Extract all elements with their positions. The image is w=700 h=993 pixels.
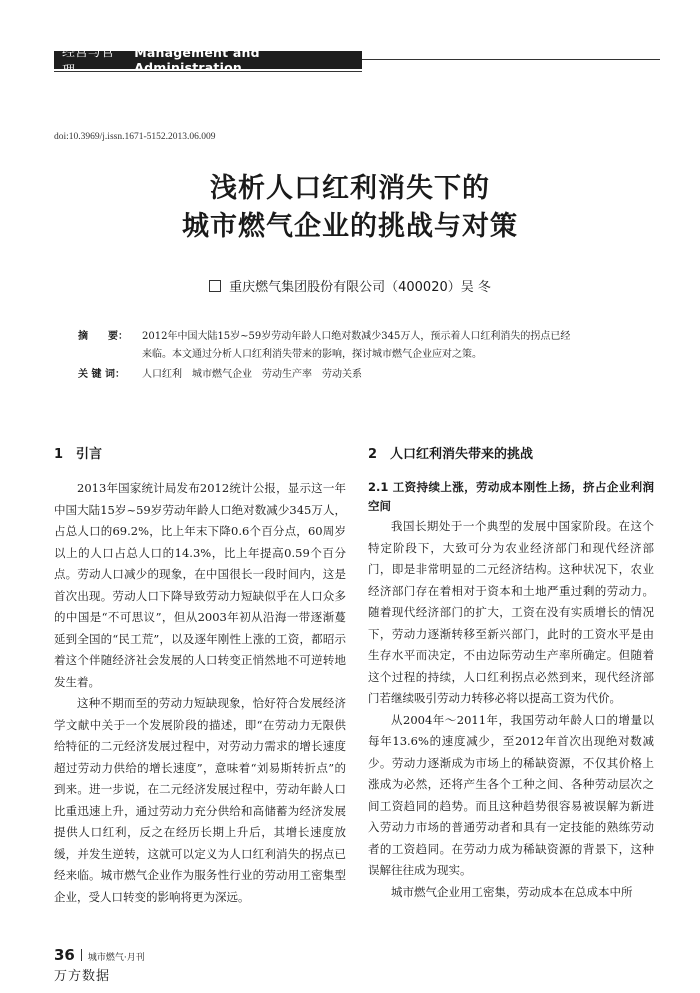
journal-header (54, 45, 660, 79)
watermark: 万方数据 (54, 969, 111, 984)
paragraph: 城市燃气企业用工密集，劳动成本在总成本中所 (391, 884, 633, 899)
paragraph: 我国长期处于一个典型的发展中国家阶段。在这个特定阶段下，大致可分为农业经济部门和现代经济部门，即是非常明显的二元经济结构。这种状况下，农业经济部门存在着相对于资本和土地严重过剩的劳动力。随着现代经济部门的扩大，工资在没有实质增长的情况下，劳动力逐渐转移至新兴部门，此时的工资水平是由生存水平而决定，不由边际劳动生产率所确定。但随着这个过程的持续，人口红利拐点必然到来，现代经济部门若继续吸引劳动力转移必将以提高工资为代价。 (368, 519, 654, 705)
square-icon (209, 280, 221, 292)
page-footer (54, 945, 145, 984)
title-line-1: 浅析人口红利消失下的 (210, 173, 490, 204)
abstract-text (142, 328, 638, 364)
header-bar (54, 45, 362, 79)
section-2-heading (368, 443, 533, 462)
keywords-label: 关 键 词： (78, 369, 125, 380)
section-1-heading (54, 443, 102, 462)
abstract-line-1: 2012年中国大陆15岁~59岁劳动年龄人口绝对数减少345万人，预示着人口红利消失的拐点已经 (142, 331, 571, 342)
left-column (54, 478, 346, 908)
subsection-2-1-heading: 2.1 工资持续上涨，劳动成本刚性上扬，挤占企业利润空间 (368, 480, 654, 513)
section-2-title: 人口红利消失带来的挑战 (390, 447, 534, 462)
header-rule (362, 59, 660, 60)
right-column (368, 478, 654, 903)
title-line-2: 城市燃气企业的挑战与对策 (182, 211, 518, 242)
author-line (0, 276, 700, 295)
keywords (78, 366, 638, 386)
footer-divider (81, 949, 82, 961)
paragraph: 2013年国家统计局发布2012统计公报，显示这一年中国大陆15岁~59岁劳动年龄人口绝对数减少345万人，占总人口的69.2%，比上年末下降0.6个百分点，60周岁以上的人口占总人口的14.3%，比上年提高0.59个百分点。劳动人口减少的现象，在中国很长一段时间内，这是首次出现。劳动人口下降导致劳动力短缺似乎在人口众多的中国是“不可思议”，但从2003年初从沿海一带逐渐蔓延到全国的“民工荒”，以及逐年刚性上涨的工资，都昭示着这个伴随经济社会发展的人口转变正悄然地不可逆转地发生着。 (54, 481, 346, 689)
keywords-text: 人口红利 城市燃气企业 劳动生产率 劳动关系 (142, 369, 362, 380)
abstract (78, 328, 638, 368)
paragraph: 从2004年～2011年，我国劳动年龄人口的增量以每年13.6%的速度减少，至2012年首次出现绝对数减少。劳动力逐渐成为市场上的稀缺资源，不仅其价格上涨成为必然，还将产生各个工种之间、各种劳动层次之间工资趋同的趋势。而且这种趋势很容易被误解为新进入劳动力市场的普通劳动者和具有一定技能的熟练劳动者的工资趋同。在劳动力成为稀缺资源的背景下，这种误解往往成为现实。 (368, 712, 654, 877)
header-underline (54, 71, 362, 72)
article-title (0, 170, 700, 246)
author-affiliation: 重庆燃气集团股份有限公司（400020）吴 冬 (229, 280, 491, 295)
abstract-label: 摘 要： (78, 331, 128, 342)
journal-name: 城市燃气·月刊 (87, 953, 145, 963)
section-2-number: 2 (368, 447, 378, 462)
doi: doi:10.3969/j.issn.1671-5152.2013.06.009 (54, 132, 216, 142)
paragraph: 这种不期而至的劳动力短缺现象，恰好符合发展经济学文献中关于一个发展阶段的描述，即“在劳动力无限供给特征的二元经济发展过程中，对劳动力需求的增长速度超过劳动力供给的增长速度”，意味着“刘易斯转折点”的到来。进一步说，在二元经济发展过程中，劳动年龄人口比重迅速上升，通过劳动力充分供给和高储蓄为经济发展提供人口红利，反之在经历长期上升后，其增长速度放缓，并发生逆转，这就可以定义为人口红利消失的拐点已经来临。城市燃气企业作为服务性行业的劳动用工密集型企业，受人口转变的影响将更为深远。 (54, 696, 346, 904)
header-en: Management and Administration (134, 45, 260, 75)
section-1-number: 1 (54, 447, 64, 462)
abstract-line-2: 来临。本文通过分析人口红利消失带来的影响，探讨城市燃气企业应对之策。 (142, 349, 482, 360)
header-zh: 经营与管理 (62, 45, 115, 79)
page-number: 36 (54, 946, 75, 964)
section-1-title: 引言 (76, 447, 103, 462)
